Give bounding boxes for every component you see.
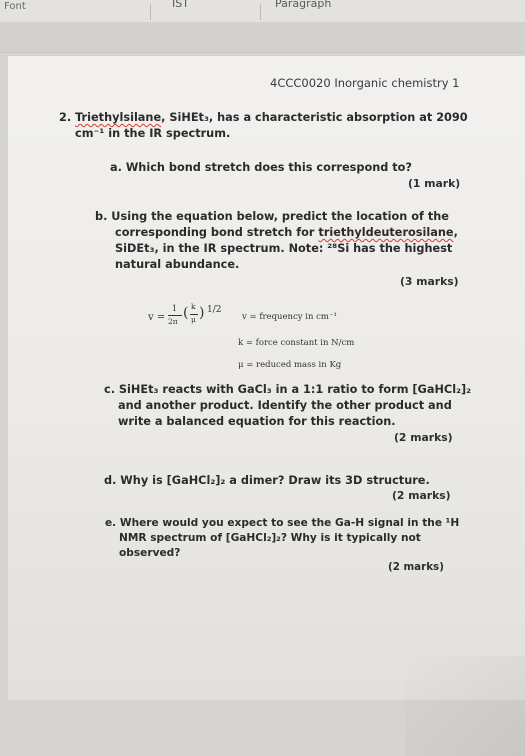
part-e-line-1: e. Where would you expect to see the Ga-H signal in the ¹H	[105, 517, 460, 529]
equation-fraction-denominator: 2π	[168, 317, 178, 326]
part-b-text: corresponding bond stretch for	[115, 226, 319, 239]
triethyldeuterosilane-term: triethyldeuterosilane	[318, 226, 454, 239]
word-ribbon	[0, 0, 525, 23]
ribbon-fragment: IST	[172, 0, 189, 10]
equation-mu: μ	[191, 315, 196, 324]
part-c-marks: (2 marks)	[394, 431, 453, 444]
part-a-text: a. Which bond stretch does this correspond to?	[110, 161, 412, 174]
part-b-marks: (3 marks)	[400, 275, 459, 288]
part-c-line-1: c. SiHEt₃ reacts with GaCl₃ in a 1:1 ratio to form [GaHCl₂]₂	[104, 383, 472, 396]
legend-force-constant: k = force constant in N/cm	[238, 338, 355, 348]
part-c-line-2: and another product. Identify the other product and	[118, 399, 452, 412]
part-b-line-3: SiDEt₃, in the IR spectrum. Note: ²⁸Si has the highest	[115, 242, 453, 255]
question-number: 2.	[59, 111, 72, 124]
part-e-marks: (2 marks)	[388, 561, 444, 573]
font-group-label: Font	[4, 1, 26, 12]
fraction-bar	[168, 315, 182, 316]
photo-shadow	[405, 656, 525, 756]
question-2-line-2: cm⁻¹ in the IR spectrum.	[75, 127, 231, 140]
ribbon-separator	[260, 4, 261, 20]
part-e-line-2: NMR spectrum of [GaHCl₂]₂? Why is it typically not	[119, 532, 421, 544]
triethylsilane-term: Triethylsilane	[75, 111, 162, 124]
equation-k: k	[191, 302, 196, 311]
left-paren: (	[183, 305, 189, 321]
question-2-line-1	[59, 110, 468, 126]
equation-exponent: 1/2	[207, 305, 222, 315]
part-c-line-3: write a balanced equation for this reaction.	[118, 415, 396, 428]
course-header: 4CCC0020 Inorganic chemistry 1	[270, 76, 460, 90]
ribbon-separator	[150, 4, 151, 20]
part-d-marks: (2 marks)	[392, 489, 451, 502]
paragraph-group-label: Paragraph	[275, 0, 332, 10]
part-a-marks: (1 mark)	[408, 177, 461, 190]
question-2-text: , SiHEt₃, has a characteristic absorption at 2090	[161, 111, 468, 124]
part-b-comma: ,	[453, 226, 458, 239]
legend-frequency: v = frequency in cm⁻¹	[242, 312, 337, 322]
document-canvas-band	[0, 22, 525, 53]
document-page	[8, 56, 525, 700]
right-paren: )	[199, 305, 205, 321]
part-b-line-4: natural abundance.	[115, 258, 240, 271]
part-e-line-3: observed?	[119, 547, 181, 559]
legend-reduced-mass: μ = reduced mass in Kg	[238, 360, 342, 370]
equation-fraction-numerator: 1	[172, 304, 178, 313]
part-b-line-2	[115, 225, 458, 241]
part-d-text: d. Why is [GaHCl₂]₂ a dimer? Draw its 3D structure.	[104, 474, 430, 487]
equation-nu: v =	[148, 312, 166, 323]
part-b-line-1: b. Using the equation below, predict the location of the	[95, 210, 449, 223]
